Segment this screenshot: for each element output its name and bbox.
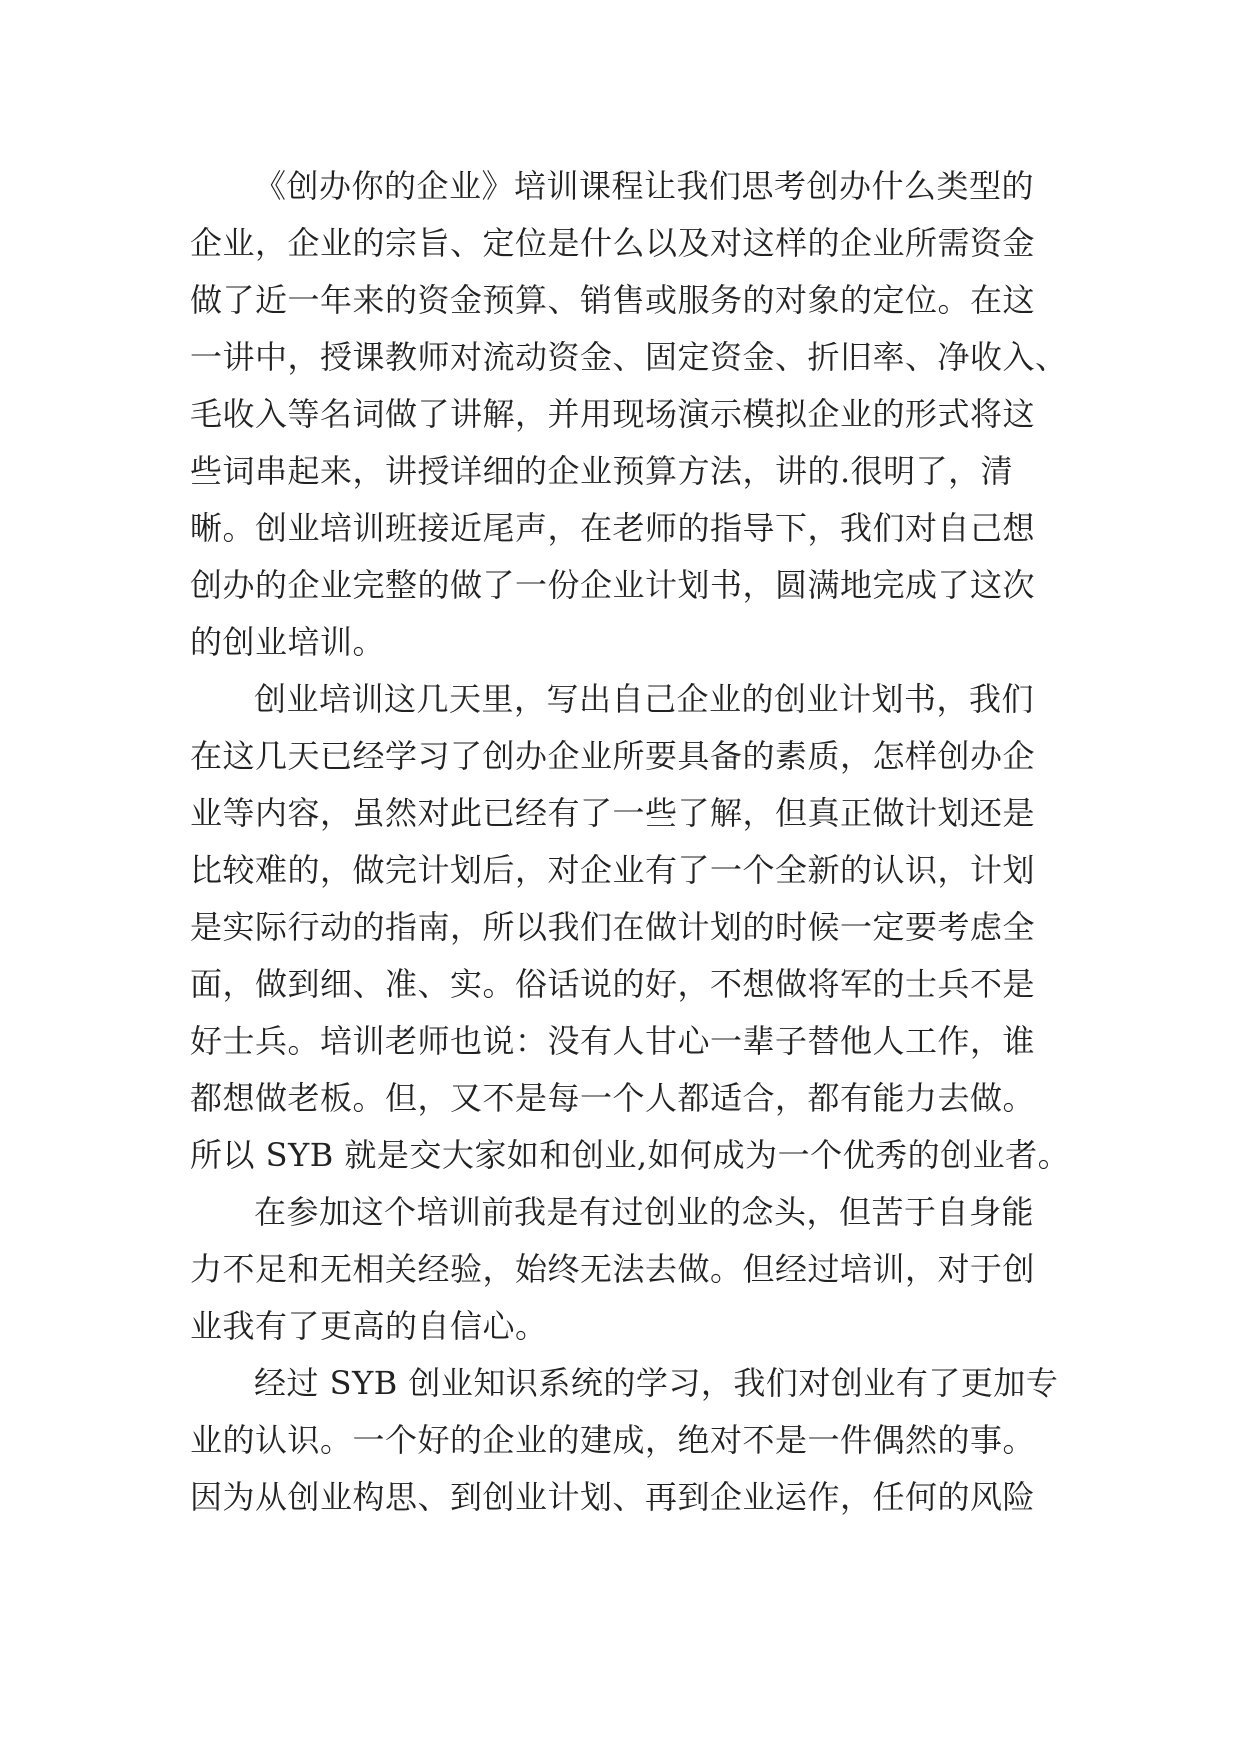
document-body [190,158,1071,1526]
paragraph-1-line-3: 做了近一年来的资金预算、销售或服务的对象的定位。在这 [190,281,1036,319]
paragraph-2-line-4: 比较难的，做完计划后，对企业有了一个全新的认识，计划 [190,851,1036,889]
paragraph-1-line-4: 一讲中，授课教师对流动资金、固定资金、折旧率、净收入、 [190,338,1068,376]
paragraph-3-line-2: 力不足和无相关经验，始终无法去做。但经过培训，对于创 [190,1250,1036,1288]
paragraph-2-line-6: 面，做到细、准、实。俗话说的好，不想做将军的士兵不是 [190,965,1036,1003]
paragraph-1-line-8: 创办的企业完整的做了一份企业计划书，圆满地完成了这次 [190,566,1036,604]
paragraph-2-line-3: 业等内容，虽然对此已经有了一些了解，但真正做计划还是 [190,794,1036,832]
paragraph-3-line-3: 业我有了更高的自信心。 [190,1307,548,1345]
paragraph-2-line-8: 都想做老板。但，又不是每一个人都适合，都有能力去做。 [190,1079,1036,1117]
paragraph-1-line-9: 的创业培训。 [190,623,386,661]
paragraph-2-line-9: 所以 SYB 就是交大家如和创业,如何成为一个优秀的创业者。 [190,1136,1071,1174]
paragraph-1-line-2: 企业，企业的宗旨、定位是什么以及对这样的企业所需资金 [190,224,1036,262]
paragraph-2-line-7: 好士兵。培训老师也说：没有人甘心一辈子替他人工作，谁 [190,1022,1036,1060]
paragraph-4-line-3: 因为从创业构思、到创业计划、再到企业运作，任何的风险 [190,1478,1036,1516]
paragraph-1-line-1: 《创办你的企业》培训课程让我们思考创办什么类型的 [254,167,1035,205]
paragraph-2-line-5: 是实际行动的指南，所以我们在做计划的时候一定要考虑全 [190,908,1036,946]
paragraph-1-line-6: 些词串起来，讲授详细的企业预算方法，讲的.很明了，清 [190,452,1014,490]
paragraph-1-line-7: 晰。创业培训班接近尾声，在老师的指导下，我们对自己想 [190,509,1036,547]
paragraph-2-line-2: 在这几天已经学习了创办企业所要具备的素质，怎样创办企 [190,737,1036,775]
paragraph-4-line-1: 经过 SYB 创业知识系统的学习，我们对创业有了更加专 [254,1364,1059,1402]
paragraph-2-line-1: 创业培训这几天里，写出自己企业的创业计划书，我们 [254,680,1035,718]
paragraph-1-line-5: 毛收入等名词做了讲解，并用现场演示模拟企业的形式将这 [190,395,1036,433]
paragraph-4-line-2: 业的认识。一个好的企业的建成，绝对不是一件偶然的事。 [190,1421,1036,1459]
paragraph-3-line-1: 在参加这个培训前我是有过创业的念头，但苦于自身能 [254,1193,1035,1231]
